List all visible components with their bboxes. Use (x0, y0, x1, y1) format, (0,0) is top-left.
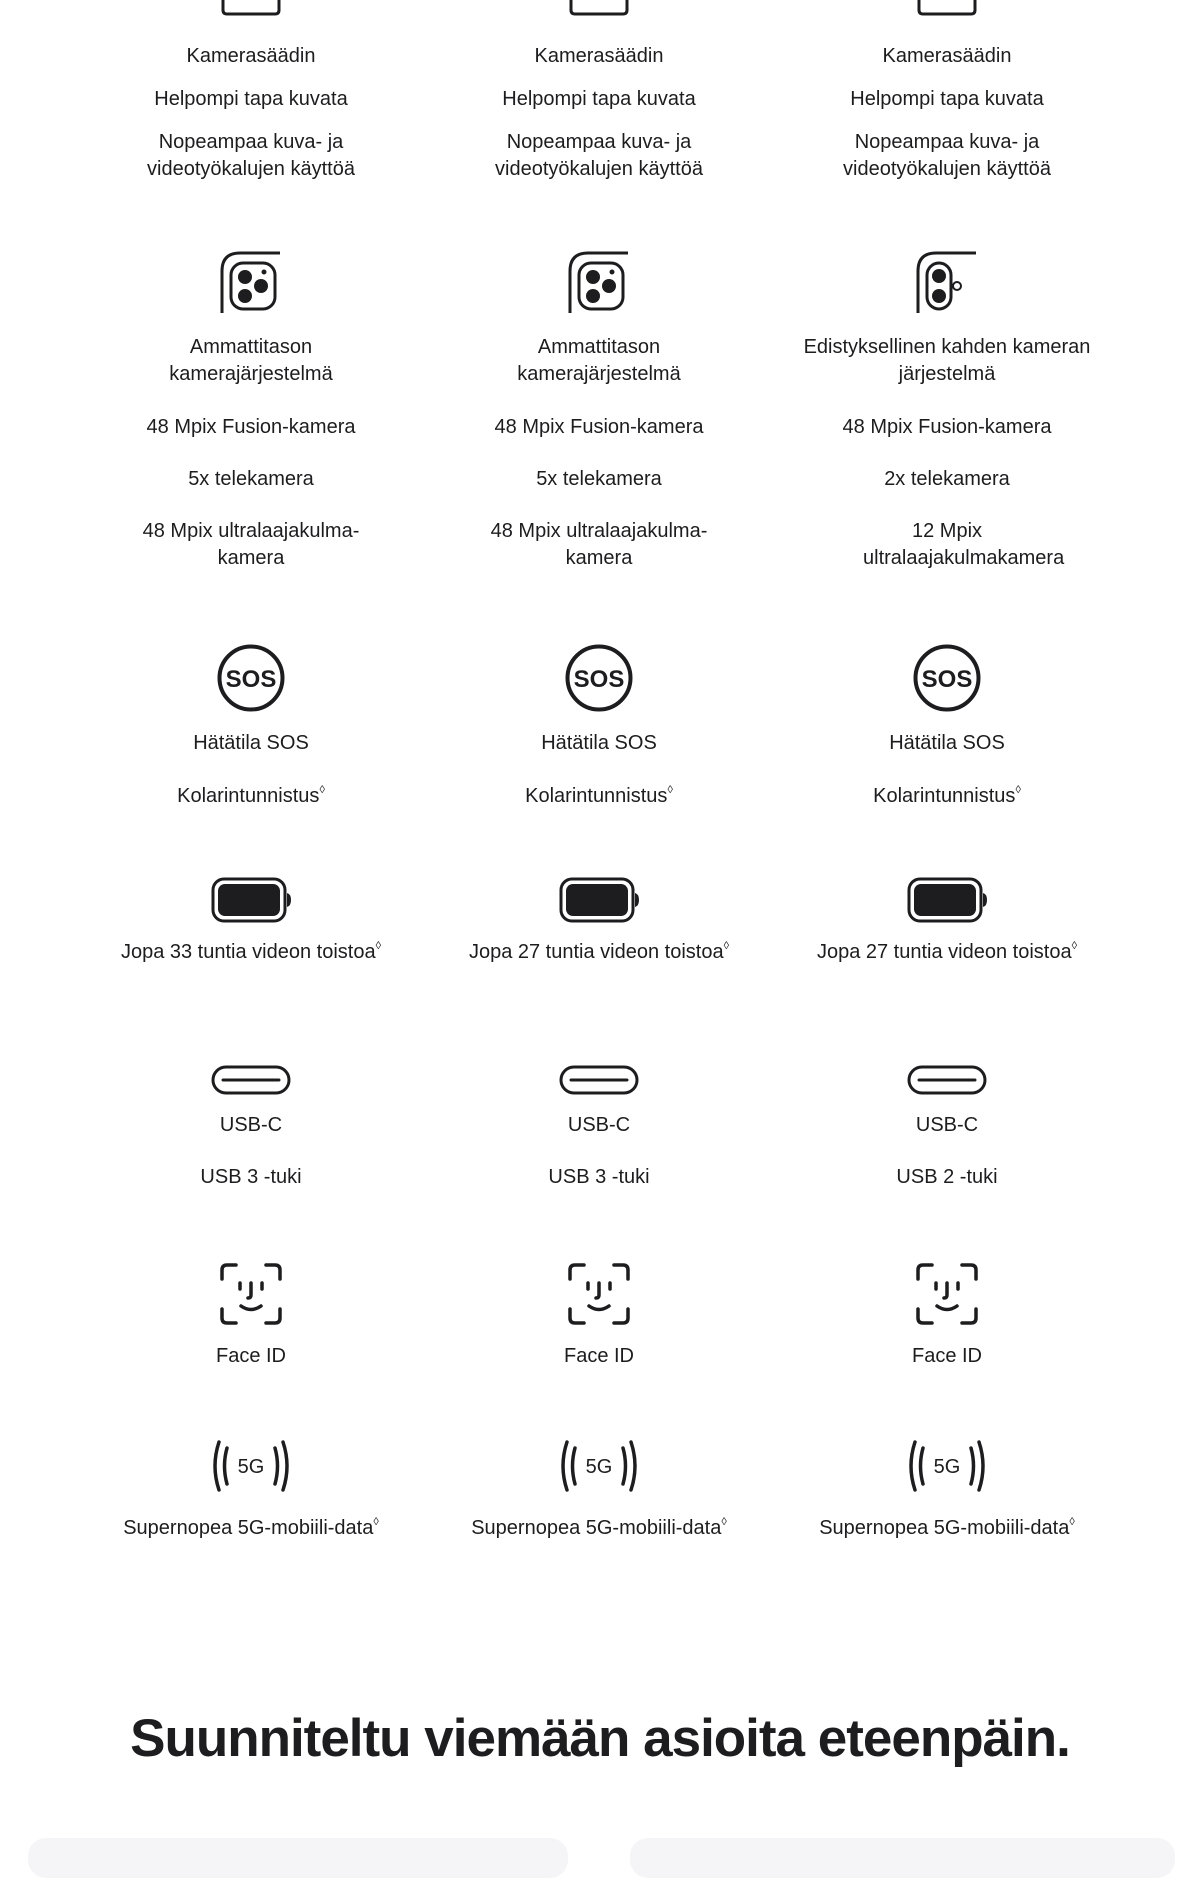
sos-icon (564, 643, 634, 713)
camera-control-benefit: Helpompi tapa kuvata (154, 88, 348, 110)
emergency-sos: Hätätila SOS (541, 732, 657, 754)
main-camera-spec: 48 Mpix Fusion-kamera (146, 416, 356, 438)
face-id-label: Face ID (911, 1345, 983, 1367)
5g-description: Supernopea 5G-mobiili-data◊ (471, 1516, 727, 1539)
5g-label: 5G (933, 1456, 961, 1478)
5g-description: Supernopea 5G-mobiili-data◊ (123, 1516, 379, 1539)
camera-control-benefit: Helpompi tapa kuvata (502, 88, 696, 110)
emergency-sos: Hätätila SOS (889, 732, 1005, 754)
crash-detection: Kolarintunnistus◊ (177, 784, 325, 807)
usb-c-icon (211, 1065, 291, 1095)
battery-life: Jopa 27 tuntia videon toistoa◊ (468, 940, 730, 963)
footnote-mark: ◊ (1069, 1516, 1075, 1528)
main-camera-spec: 48 Mpix Fusion-kamera (494, 416, 704, 438)
face-id-icon (219, 1262, 283, 1326)
camera-control-detail: Nopeampaa kuva- ja videotyökalujen käyttöä (147, 131, 355, 180)
usb-c-label: USB-C (915, 1114, 979, 1136)
emergency-sos: Hätätila SOS (193, 732, 309, 754)
battery-icon (907, 877, 987, 923)
5g-icon (906, 1436, 988, 1496)
camera-control-title: Kamerasäädin (534, 45, 664, 67)
camera-control-detail: Nopeampaa kuva- ja videotyökalujen käyttöä (843, 131, 1051, 180)
camera-control-detail: Nopeampaa kuva- ja videotyökalujen käyttöä (495, 131, 703, 180)
usb-support: USB 2 -tuki (896, 1166, 998, 1188)
camera-control-title: Kamerasäädin (882, 45, 1012, 67)
camera-system-title: Edistyksellinen kahden kameran järjestelmä (803, 336, 1091, 385)
5g-label: 5G (237, 1456, 265, 1478)
battery-icon (211, 877, 291, 923)
footnote-mark: ◊ (1015, 784, 1021, 796)
feature-card-left (28, 1838, 568, 1878)
sos-label: SOS (921, 666, 973, 693)
footnote-mark: ◊ (319, 784, 325, 796)
camera-system-title: Ammattitason kamerajärjestelmä (169, 336, 333, 385)
telephoto-spec: 5x telekamera (536, 468, 662, 490)
footnote-mark: ◊ (723, 940, 730, 952)
ultrawide-spec: 48 Mpix ultralaajakulma-kamera (142, 520, 360, 569)
5g-description: Supernopea 5G-mobiili-data◊ (819, 1516, 1075, 1539)
footnote-mark: ◊ (375, 940, 382, 952)
crash-detection: Kolarintunnistus◊ (525, 784, 673, 807)
camera-system-title: Ammattitason kamerajärjestelmä (517, 336, 681, 385)
camera-control-benefit: Helpompi tapa kuvata (850, 88, 1044, 110)
feature-card-right (630, 1838, 1175, 1878)
5g-label: 5G (585, 1456, 613, 1478)
usb-support: USB 3 -tuki (548, 1166, 650, 1188)
telephoto-spec: 2x telekamera (884, 468, 1010, 490)
main-camera-spec: 48 Mpix Fusion-kamera (842, 416, 1052, 438)
battery-life: Jopa 33 tuntia videon toistoa◊ (120, 940, 382, 963)
camera-control-icon (565, 0, 633, 24)
sos-icon (912, 643, 982, 713)
battery-life: Jopa 27 tuntia videon toistoa◊ (816, 940, 1078, 963)
ultrawide-spec: 48 Mpix ultralaajakulma-kamera (490, 520, 708, 569)
telephoto-spec: 5x telekamera (188, 468, 314, 490)
usb-c-icon (907, 1065, 987, 1095)
camera-control-title: Kamerasäädin (186, 45, 316, 67)
usb-c-label: USB-C (567, 1114, 631, 1136)
footnote-mark: ◊ (667, 784, 673, 796)
sos-label: SOS (225, 666, 277, 693)
sos-icon (216, 643, 286, 713)
camera-control-icon (217, 0, 285, 24)
face-id-label: Face ID (563, 1345, 635, 1367)
usb-support: USB 3 -tuki (200, 1166, 302, 1188)
footnote-mark: ◊ (1071, 940, 1078, 952)
crash-detection: Kolarintunnistus◊ (873, 784, 1021, 807)
sos-label: SOS (573, 666, 625, 693)
footnote-mark: ◊ (721, 1516, 727, 1528)
dual-camera-icon (914, 250, 980, 316)
5g-icon (558, 1436, 640, 1496)
section-headline: Suunniteltu viemään asioita eteenpäin. (130, 1709, 1070, 1768)
camera-control-icon (913, 0, 981, 24)
ultrawide-spec: 12 Mpix ultralaajakulmakamera (863, 520, 1065, 569)
battery-icon (559, 877, 639, 923)
footnote-mark: ◊ (373, 1516, 379, 1528)
face-id-icon (915, 1262, 979, 1326)
usb-c-label: USB-C (219, 1114, 283, 1136)
usb-c-icon (559, 1065, 639, 1095)
triple-camera-icon (218, 250, 284, 316)
5g-icon (210, 1436, 292, 1496)
face-id-icon (567, 1262, 631, 1326)
face-id-label: Face ID (215, 1345, 287, 1367)
triple-camera-icon (566, 250, 632, 316)
